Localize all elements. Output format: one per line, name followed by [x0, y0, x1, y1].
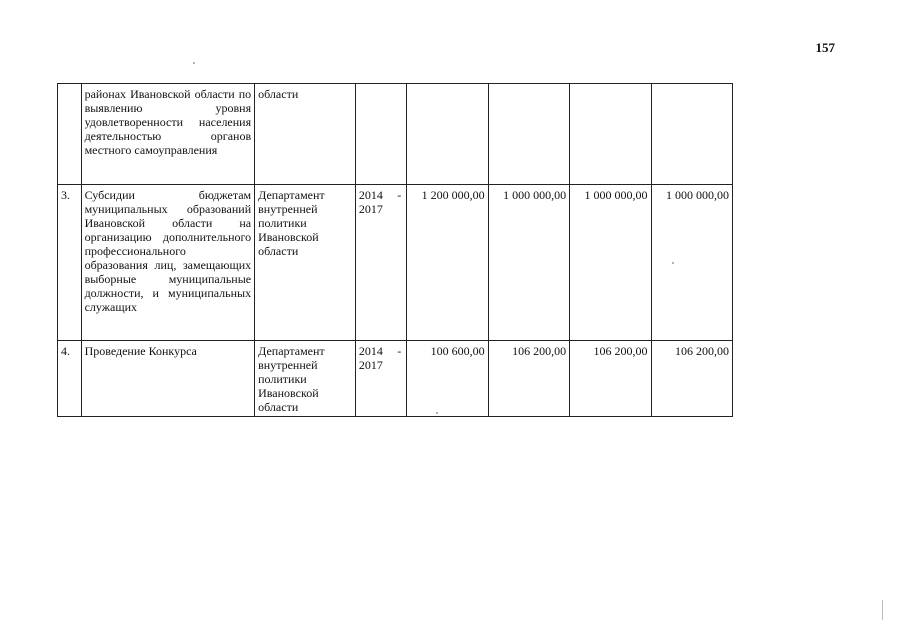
- scan-speck: [672, 262, 674, 264]
- period-start: 2014: [358, 344, 383, 358]
- table-row: [58, 341, 733, 417]
- executor: области: [255, 84, 356, 185]
- scan-margin-mark: [882, 600, 883, 620]
- period-dash: -: [397, 344, 402, 358]
- measure-name: Проведение Конкурса: [81, 341, 255, 417]
- table-row: [58, 84, 733, 185]
- value-2015: 106 200,00: [488, 341, 569, 417]
- period-cell: [355, 84, 406, 185]
- period-cell: [355, 185, 406, 341]
- value-2014: 100 600,00: [407, 341, 488, 417]
- value-2016: 106 200,00: [570, 341, 651, 417]
- scan-speck: [193, 62, 195, 64]
- period-end: 2017: [358, 202, 383, 216]
- value-2016: [570, 84, 651, 185]
- executor: Департамент внутренней политики Ивановской области: [255, 185, 356, 341]
- period-end: 2017: [358, 358, 383, 372]
- scan-speck: [436, 412, 438, 414]
- value-2017: 106 200,00: [651, 341, 732, 417]
- budget-table: [57, 83, 733, 417]
- value-2016: 1 000 000,00: [570, 185, 651, 341]
- value-2014: [407, 84, 488, 185]
- row-number: 3.: [58, 185, 82, 341]
- value-2015: [488, 84, 569, 185]
- measure-name: районах Ивановской области по выявлению уровня удовлетворенности населения деятельностью органов местного самоуправления: [81, 84, 255, 185]
- row-number: [58, 84, 82, 185]
- measure-name: Субсидии бюджетам муниципальных образований Ивановской области на организацию дополнительного профессионального образования лиц, замещающих выборные муниципальные должности, и муниципальных служащих: [81, 185, 255, 341]
- period-start: 2014: [358, 188, 383, 202]
- table-row: [58, 185, 733, 341]
- row-number: 4.: [58, 341, 82, 417]
- page-number: 157: [815, 40, 835, 55]
- period-cell: [355, 341, 406, 417]
- value-2015: 1 000 000,00: [488, 185, 569, 341]
- value-2014: 1 200 000,00: [407, 185, 488, 341]
- executor: Департамент внутренней политики Ивановской области: [255, 341, 356, 417]
- value-2017: 1 000 000,00: [651, 185, 732, 341]
- value-2017: [651, 84, 732, 185]
- period-dash: -: [397, 188, 402, 202]
